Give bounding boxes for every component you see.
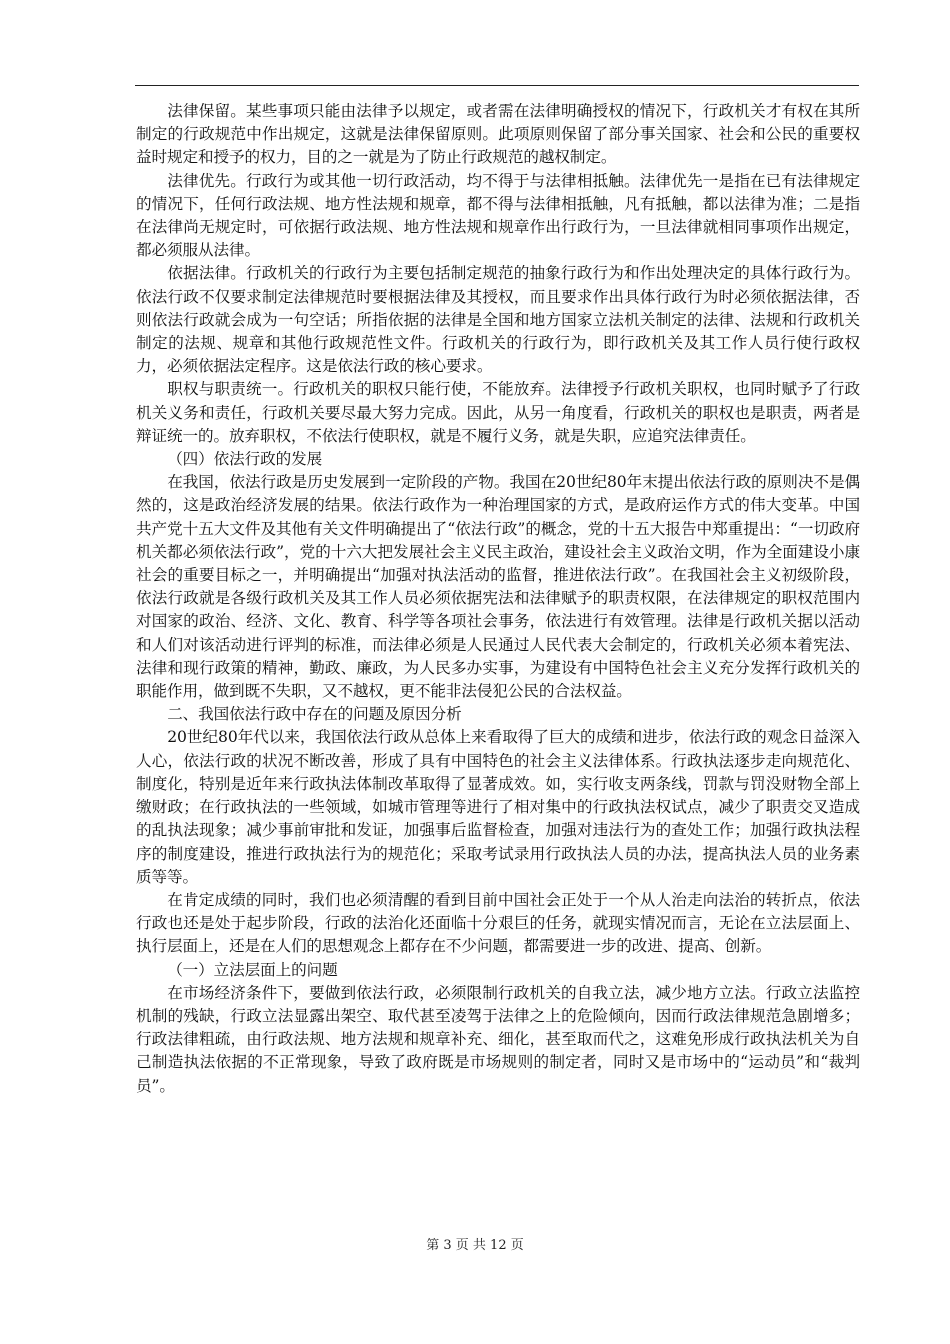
header-rule [135, 85, 859, 86]
paragraph-legislation-problems: 在市场经济条件下，要做到依法行政，必须限制行政机关的自我立法，减少地方立法。行政立法监控机制的残缺，行政立法显露出架空、取代甚至凌驾于法律之上的危险倾向，因而行政法律规范急剧增多；行政法律粗疏，由行政法规、地方法规和规章补充、细化，甚至取而代之，这难免形成行政执法机关为自己制造执法依据的不正常现象，导致了政府既是市场规则的制定者，同时又是市场中的“运动员”和“裁判员”。 [136, 983, 860, 1095]
document-body [136, 100, 860, 1098]
paragraph-based-on-law: 依据法律。行政机关的行政行为主要包括制定规范的抽象行政行为和作出处理决定的具体行政行为。依法行政不仅要求制定法律规范时要根据法律及其授权，而且要求作出具体行政行为时必须依据法律，否则依法行政就会成为一句空话；所指依据的法律是全国和地方国家立法机关制定的法律、法规和行政机关制定的法规、规章和其他行政规范性文件。行政机关的行政行为，即行政机关及其工作人员行使行政权力，必须依据法定程序。这是依法行政的核心要求。 [136, 264, 860, 376]
paragraph-legal-priority: 法律优先。行政行为或其他一切行政活动，均不得于与法律相抵触。法律优先一是指在已有法律规定的情况下，任何行政法规、地方性法规和规章，都不得与法律相抵触，凡有抵触，都以法律为准；二是指在法律尚无规定时，可依据行政法规、地方性法规和规章作出行政行为，一旦法律就相同事项作出规定，都必须服从法律。 [136, 171, 860, 260]
section-heading-development: （四）依法行政的发展 [167, 450, 323, 469]
chapter-heading-problems: 二、我国依法行政中存在的问题及原因分析 [167, 705, 462, 724]
page-number: 第 3 页 共 12 页 [426, 1238, 524, 1253]
paragraph-achievements: 20世纪80年代以来，我国依法行政从总体上来看取得了巨大的成绩和进步，依法行政的观念日益深入人心，依法行政的状况不断改善，形成了具有中国特色的社会主义法律体系。行政执法逐步走向规范化、制度化，特别是近年来行政执法体制改革取得了显著成效。如，实行收支两条线，罚款与罚没财物全部上缴财政；在行政执法的一些领域，如城市管理等进行了相对集中的行政执法权试点，减少了职责交叉造成的乱执法现象；减少事前审批和发证，加强事后监督检查，加强对违法行为的查处工作；加强行政执法程序的制度建设，推进行政执法行为的规范化；采取考试录用行政执法人员的办法，提高执法人员的业务素质等等。 [136, 728, 860, 886]
section-heading-legislation: （一）立法层面上的问题 [167, 960, 338, 979]
paragraph-power-duty-unity: 职权与职责统一。行政机关的职权只能行使，不能放弃。法律授予行政机关职权，也同时赋予了行政机关义务和责任，行政机关要尽最大努力完成。因此，从另一角度看，行政机关的职权也是职责，两者是辩证统一的。放弃职权，不依法行使职权，就是不履行义务，就是失职，应追究法律责任。 [136, 380, 860, 445]
paragraph-development: 在我国，依法行政是历史发展到一定阶段的产物。我国在20世纪80年末提出依法行政的原则决不是偶然的，这是政治经济发展的结果。依法行政作为一种治理国家的方式，是政府运作方式的伟大变革。中国共产党十五大文件及其他有关文件明确提出了“依法行政”的概念，党的十五大报告中郑重提出：“一切政府机关都必须依法行政”，党的十六大把发展社会主义民主政治，建设社会主义政治文明，作为全面建设小康社会的重要目标之一，并明确提出“加强对执法活动的监督，推进依法行政”。在我国社会主义初级阶段，依法行政就是各级行政机关及其工作人员必须依据宪法和法律赋予的职责权限，在法律规定的职权范围内对国家的政治、经济、文化、教育、科学等各项社会事务，依法进行有效管理。法律是行政机关据以活动和人们对该活动进行评判的标准，而法律必须是人民通过人民代表大会制定的，行政机关必须本着宪法、法律和现行政策的精神，勤政、廉政，为人民多办实事，为建设有中国特色社会主义充分发挥行政机关的职能作用，做到既不失职，又不越权，更不能非法侵犯公民的合法权益。 [136, 473, 860, 701]
paragraph-challenges: 在肯定成绩的同时，我们也必须清醒的看到目前中国社会正处于一个从人治走向法治的转折点，依法行政也还是处于起步阶段，行政的法治化还面临十分艰巨的任务，就现实情况而言，无论在立法层面上、执行层面上，还是在人们的思想观念上都存在不少问题，都需要进一步的改进、提高、创新。 [136, 890, 860, 956]
paragraph-legal-reservation: 法律保留。某些事项只能由法律予以规定，或者需在法律明确授权的情况下，行政机关才有权在其所制定的行政规范中作出规定，这就是法律保留原则。此项原则保留了部分事关国家、社会和公民的重要权益时规定和授予的权力，目的之一就是为了防止行政规范的越权制定。 [136, 102, 860, 167]
